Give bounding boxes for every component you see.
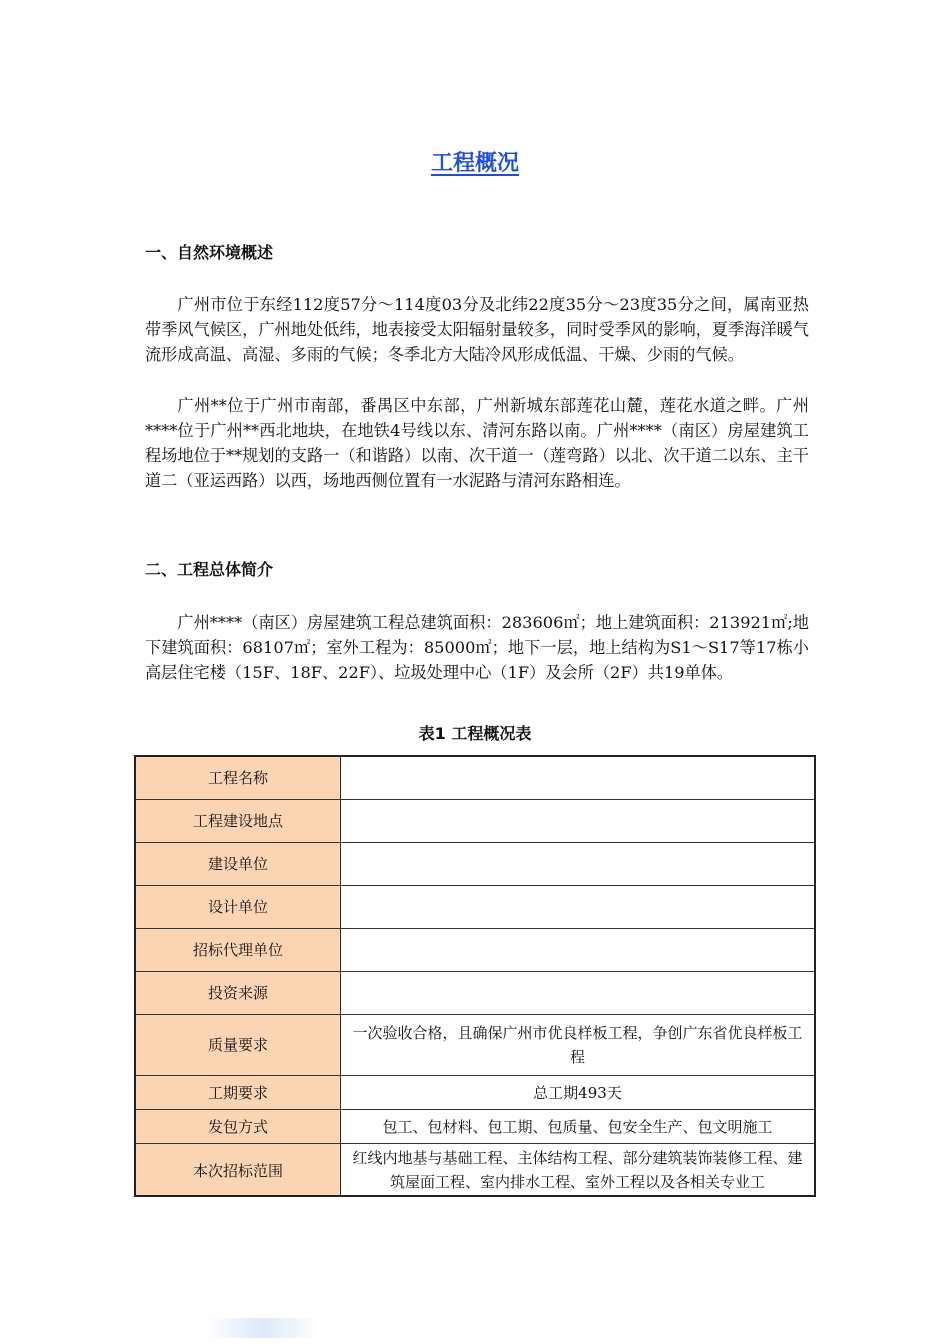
row-label: 工期要求 <box>135 1076 341 1110</box>
row-label: 设计单位 <box>135 886 341 929</box>
document-title-link[interactable]: 工程概况 <box>430 151 519 176</box>
paragraph-climate: 广州市位于东经112度57分～114度03分及北纬22度35分～23度35分之间，属南亚热带季风气候区，广州地处低纬，地表接受太阳辐射量较多，同时受季风的影响，夏季海洋暖气流形成高温、高湿、多雨的气候；冬季北方大陆冷风形成低温、干燥、少雨的气候。 <box>145 295 809 364</box>
table-row <box>135 800 815 843</box>
row-label: 建设单位 <box>135 843 341 886</box>
paragraph-site-location: 广州**位于广州市南部，番禺区中东部，广州新城东部莲花山麓，莲花水道之畔。广州****位于广州**西北地块，在地铁4号线以东、清河东路以南。广州****（南区）房屋建筑工程场地位于**规划的支路一（和谐路）以南、次干道一（莲弯路）以北、次干道二以东、主干道二（亚运西路）以西，场地西侧位置有一水泥路与清河东路相连。 <box>145 396 809 490</box>
table-row <box>135 1015 815 1076</box>
paragraph-building-area: 广州****（南区）房屋建筑工程总建筑面积：283606㎡；地上建筑面积：213921㎡;地下建筑面积：68107㎡；室外工程为：85000㎡；地下一层，地上结构为S1～S17等17栋小高层住宅楼（15F、18F、22F）、垃圾处理中心（1F）及会所（2F）共19单体。 <box>145 613 809 682</box>
row-label: 质量要求 <box>135 1015 341 1076</box>
row-label: 招标代理单位 <box>135 929 341 972</box>
section-heading-project-overview: 二、工程总体简介 <box>145 560 274 579</box>
table-caption: 表1 工程概况表 <box>418 724 532 743</box>
watermark-logo <box>205 1318 320 1338</box>
row-label: 本次招标范围 <box>135 1144 341 1197</box>
table-row <box>135 756 815 800</box>
table-row <box>135 843 815 886</box>
row-value <box>341 929 816 972</box>
table-row <box>135 1076 815 1110</box>
row-label: 投资来源 <box>135 972 341 1015</box>
table-row <box>135 929 815 972</box>
section-heading-natural-environment: 一、自然环境概述 <box>145 243 274 262</box>
row-label: 发包方式 <box>135 1110 341 1144</box>
table-row <box>135 1144 815 1197</box>
row-value: 一次验收合格，且确保广州市优良样板工程，争创广东省优良样板工程 <box>341 1015 816 1076</box>
project-overview-table <box>134 755 816 1197</box>
row-value: 总工期493天 <box>341 1076 816 1110</box>
row-value <box>341 886 816 929</box>
table-row <box>135 886 815 929</box>
table-row <box>135 972 815 1015</box>
row-value <box>341 843 816 886</box>
row-value: 包工、包材料、包工期、包质量、包安全生产、包文明施工 <box>341 1110 816 1144</box>
row-value <box>341 972 816 1015</box>
row-value <box>341 800 816 843</box>
table-row <box>135 1110 815 1144</box>
row-label: 工程建设地点 <box>135 800 341 843</box>
row-value <box>341 756 816 800</box>
row-value: 红线内地基与基础工程、主体结构工程、部分建筑装饰装修工程、建筑屋面工程、室内排水工程、室外工程以及各相关专业工 <box>341 1144 816 1197</box>
row-label: 工程名称 <box>135 756 341 800</box>
